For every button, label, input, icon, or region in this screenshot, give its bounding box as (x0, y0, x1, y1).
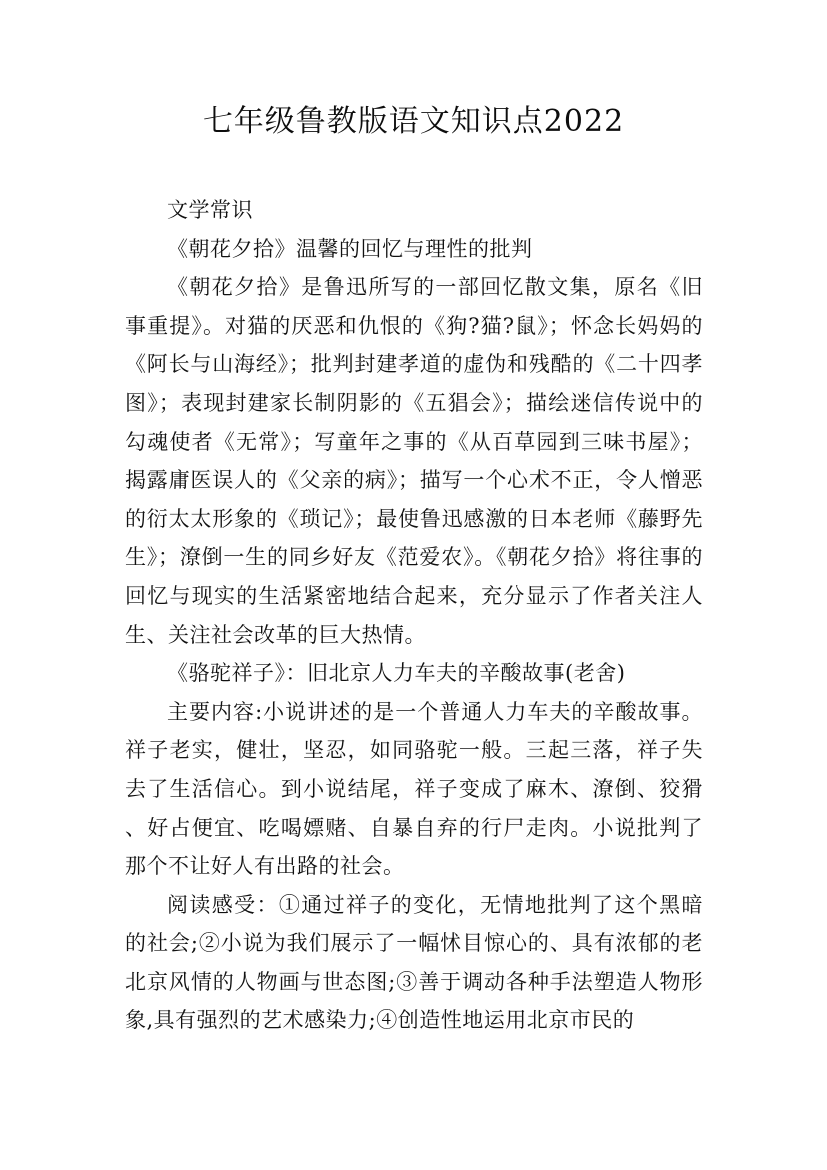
subheading-luotuoxiangzi: 《骆驼祥子》：旧北京人力车夫的辛酸故事(老舍) (167, 661, 626, 686)
paragraph-zhaohuaxishi-summary: 《朝花夕拾》是鲁迅所写的一部回忆散文集，原名《旧事重提》。对猫的厌恶和仇恨的《狗?猫?鼠》；怀念长妈妈的《阿长与山海经》；批判封建孝道的虚伪和残酷的《二十四孝图》；表现封建家长制阴影的《五猖会》；描绘迷信传说中的勾魂使者《无常》；写童年之事的《从百草园到三味书屋》；揭露庸医误人的《父亲的病》；描写一个心术不正，令人憎恶的衍太太形象的《琐记》；最使鲁迅感激的日本老师《藤野先生》；潦倒一生的同乡好友《范爱农》。《朝花夕拾》将往事的回忆与现实的生活紧密地结合起来，充分显示了作者关注人生、关注社会改革的巨大热情。 (125, 275, 703, 647)
section-heading-literary-knowledge: 文学常识 (167, 198, 253, 222)
page-title: 七年级鲁教版语文知识点2022 (202, 104, 625, 139)
paragraph-main-content: 主要内容:小说讲述的是一个普通人力车夫的辛酸故事。祥子老实，健壮，坚忍，如同骆驼一般。三起三落，祥子失去了生活信心。到小说结尾，祥子变成了麻木、潦倒、狡猾、好占便宜、吃喝嫖赌、自暴自弃的行尸走肉。小说批判了那个不让好人有出路的社会。 (125, 699, 703, 879)
paragraph-reading-impressions: 阅读感受：①通过祥子的变化，无情地批判了这个黑暗的社会;②小说为我们展示了一幅怵目惊心的、具有浓郁的老北京风情的人物画与世态图;③善于调动各种手法塑造人物形象,具有强烈的艺术感染力;④创造性地运用北京市民的 (125, 892, 703, 1033)
subheading-zhaohuaxishi: 《朝花夕拾》温馨的回忆与理性的批判 (167, 236, 533, 261)
document-body (125, 191, 703, 1040)
